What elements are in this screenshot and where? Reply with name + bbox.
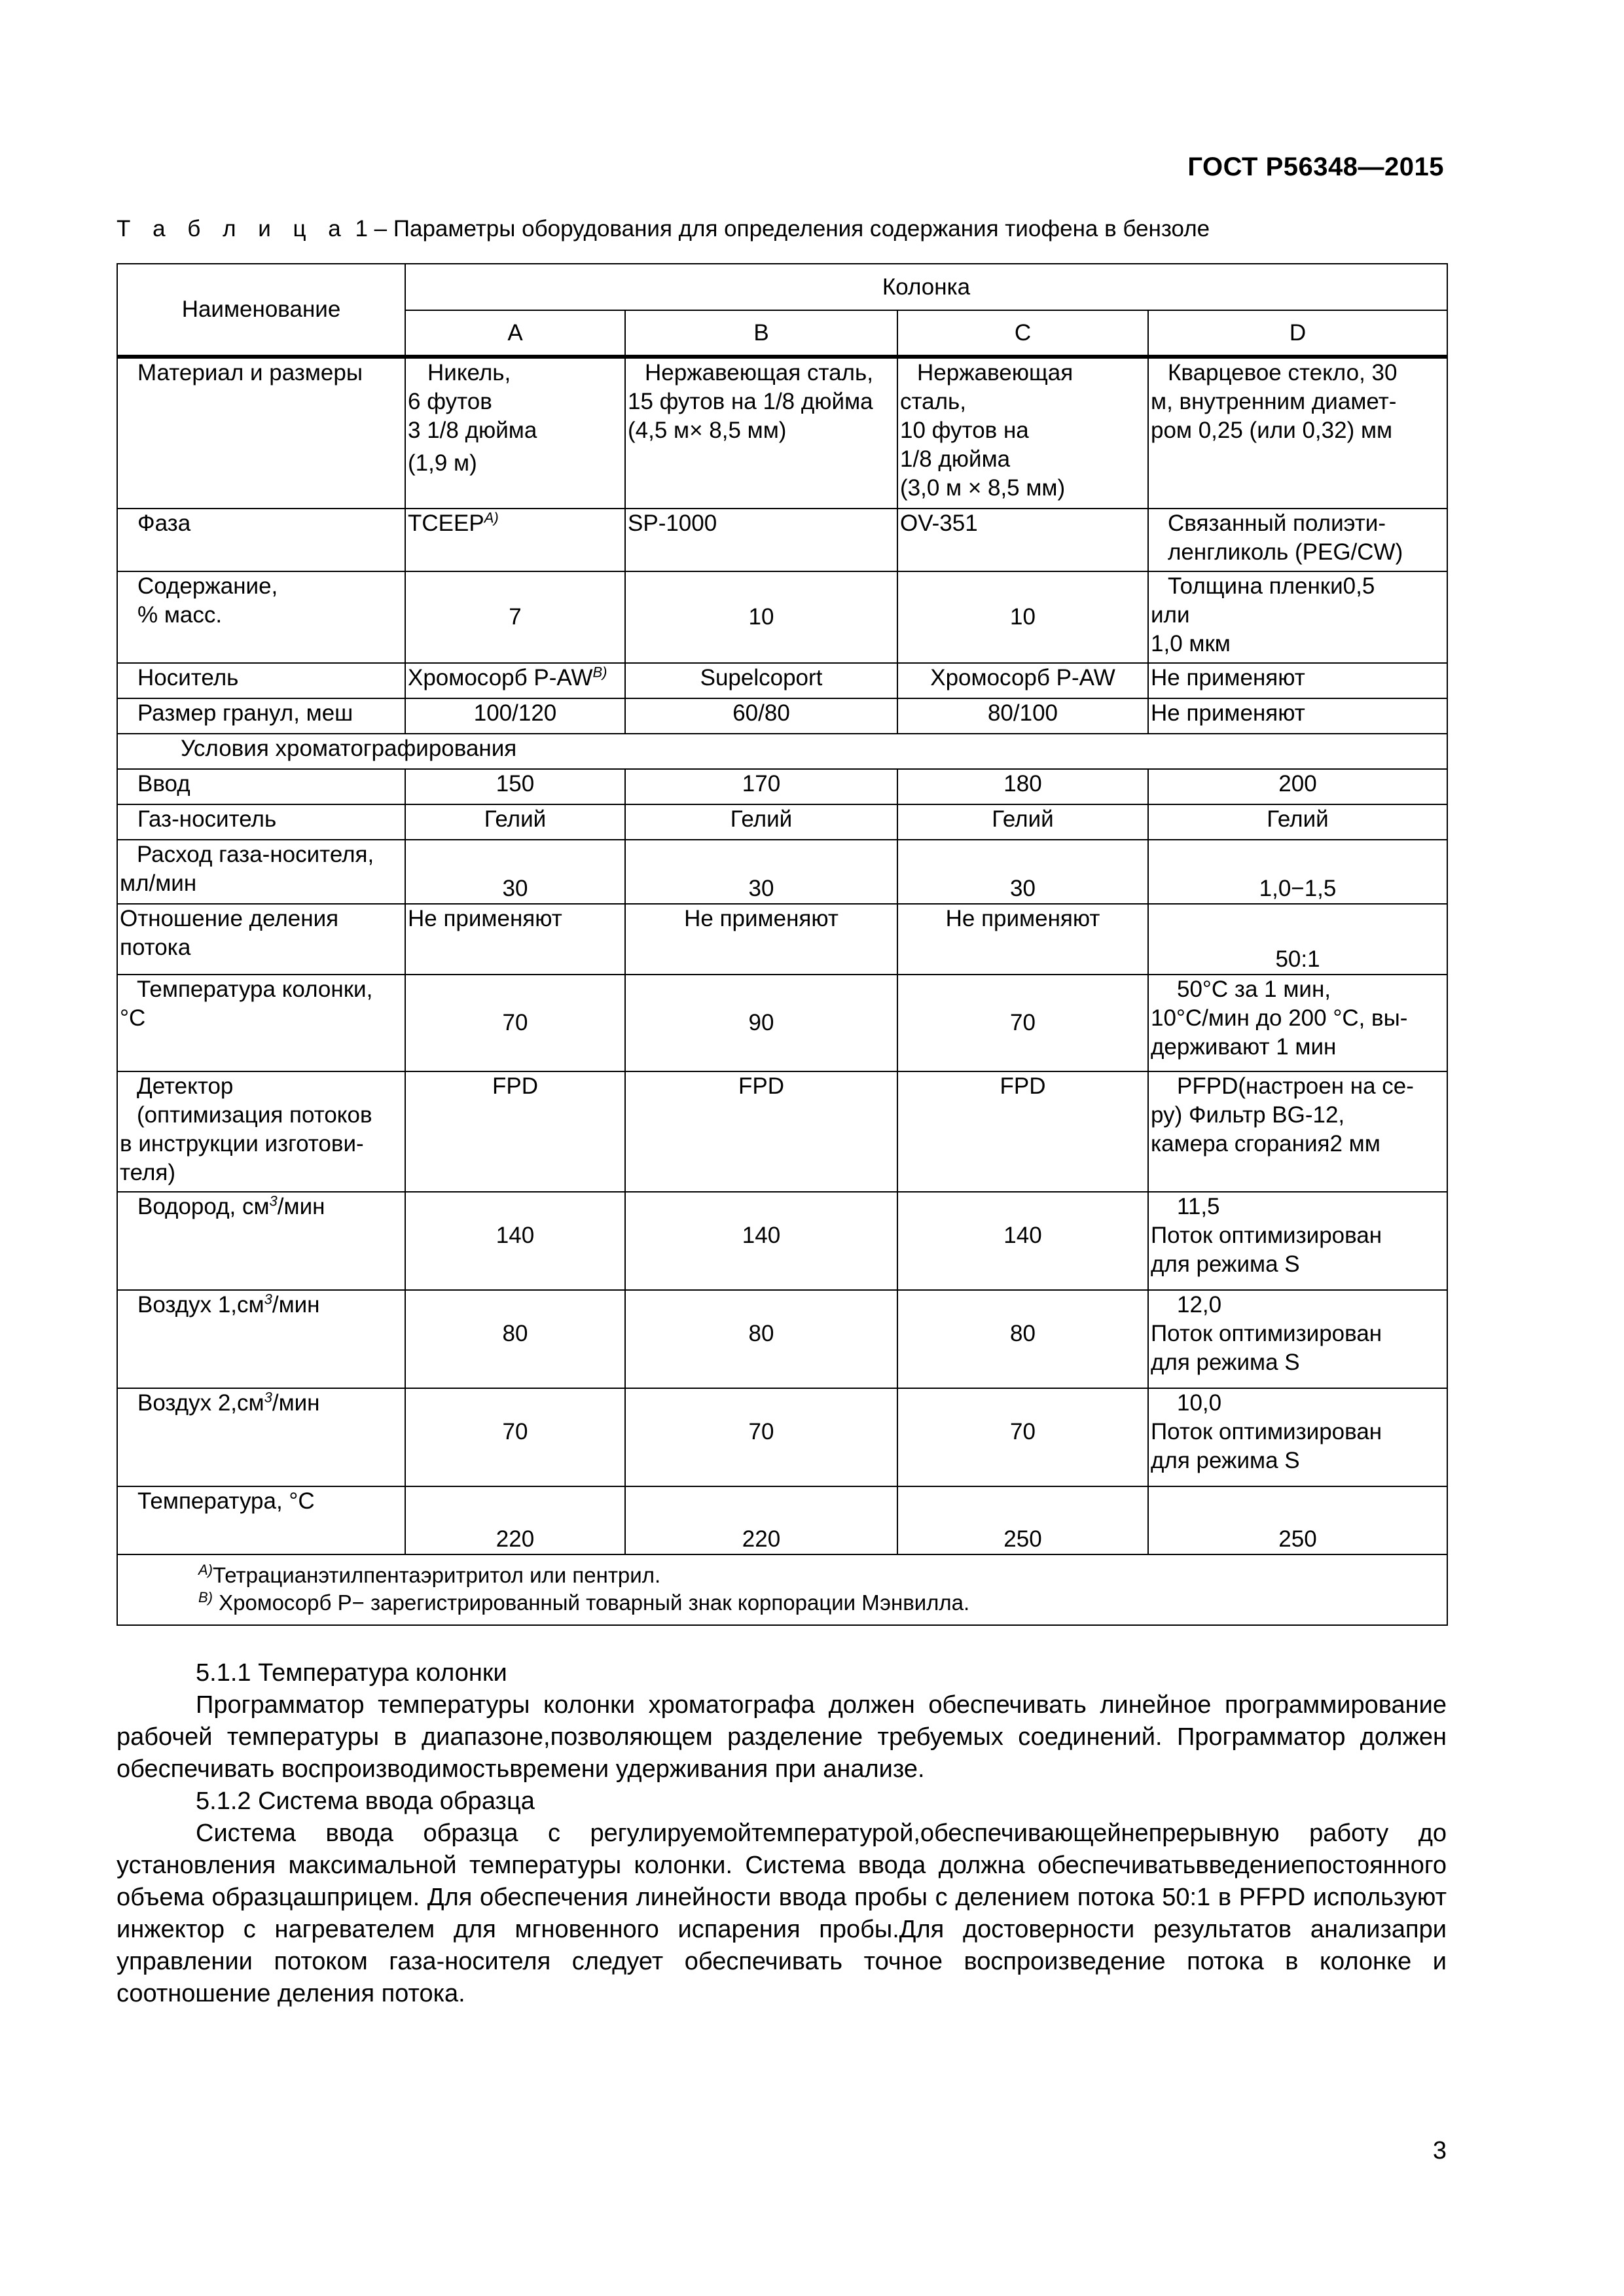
row-footnotes	[117, 1554, 1447, 1625]
cell-c: 10	[897, 571, 1148, 663]
table-header-row	[117, 264, 1447, 310]
cell-b: Supelcoport	[625, 663, 897, 698]
cell-a: Не применяют	[405, 904, 625, 975]
parameters-table	[117, 263, 1448, 1626]
cell-c: Не применяют	[897, 904, 1148, 975]
cell-d: PFPD(настроен на се- ру) Фильтр BG-12, камера сгорания2 мм	[1148, 1071, 1447, 1192]
row-temperature	[117, 1486, 1447, 1554]
cell-a: 150	[405, 769, 625, 804]
row-label: Носитель	[117, 663, 405, 698]
section-paragraph-5-1-1: Программатор температуры колонки хроматографа должен обеспечивать линейное программирование рабочей температуры в диапазоне,позволяющем разделение требуемых соединений. Программатор должен обеспечивать воспроизводимостьвремени удерживания при анализе.	[117, 1691, 1447, 1783]
column-header-d: D	[1148, 310, 1447, 357]
row-carrier-flow	[117, 840, 1447, 904]
cell-a: 140	[405, 1192, 625, 1290]
cell-a: Хромосорб $Р-AW^{B)}$	[405, 663, 625, 698]
cell-d: 12,0 Поток оптимизирован для режима S	[1148, 1290, 1447, 1388]
column-header-c: C	[897, 310, 1148, 357]
column-group-header: Колонка	[405, 264, 1447, 310]
footnote-ref-b: B)	[592, 664, 607, 681]
conditions-title: Условия хроматографирования	[117, 734, 1447, 769]
row-phase	[117, 509, 1447, 571]
footnote-a: $^{A)}$Тетрацианэтилпентаэритритол или пентрил.	[198, 1562, 661, 1587]
cell-d: 1,0−1,5	[1148, 840, 1447, 904]
table-footnotes	[117, 1554, 1447, 1625]
cell-d: 200	[1148, 769, 1447, 804]
cell-b: 220	[625, 1486, 897, 1554]
row-hydrogen	[117, 1192, 1447, 1290]
row-label: Ввод	[117, 769, 405, 804]
row-carrier	[117, 663, 1447, 698]
cell-b: SP-1000	[625, 509, 897, 571]
row-grain-size	[117, 698, 1447, 734]
cell-a: 80	[405, 1290, 625, 1388]
page-number: 3	[1432, 2137, 1447, 2164]
cell-d: Не применяют	[1148, 663, 1447, 698]
cell-b: 90	[625, 975, 897, 1071]
cell-a: 100/120	[405, 698, 625, 734]
cell-b: Не применяют	[625, 904, 897, 975]
cell-b: 70	[625, 1388, 897, 1486]
row-detector	[117, 1071, 1447, 1192]
cell-c: Гелий	[897, 804, 1148, 840]
row-air-1	[117, 1290, 1447, 1388]
cell-c: 80/100	[897, 698, 1148, 734]
document-code: ГОСТ Р56348—2015	[1187, 152, 1444, 181]
cell-c: 140	[897, 1192, 1148, 1290]
row-label: Фаза	[117, 509, 405, 571]
cell-b: Нержавеющая сталь, 15 футов на 1/8 дюйма (4,5 м× 8,5 мм)	[625, 357, 897, 509]
row-label: Водород, $см^3$/мин	[117, 1192, 405, 1290]
row-label: Материал и размеры	[117, 357, 405, 509]
section-heading-5-1-1: 5.1.1 Температура колонки	[196, 1659, 507, 1687]
row-label: Содержание, % масс.	[117, 571, 405, 663]
cell-d: Толщина пленки0,5 или 1,0 мкм	[1148, 571, 1447, 663]
cell-c: Нержавеющая сталь, 10 футов на 1/8 дюйма (3,0 м × 8,5 мм)	[897, 357, 1148, 509]
cell-d: Не применяют	[1148, 698, 1447, 734]
row-content	[117, 571, 1447, 663]
cell-d: 50°С за 1 мин, 10°С/мин до 200 °С, вы- держивают 1 мин	[1148, 975, 1447, 1071]
cell-d: 10,0 Поток оптимизирован для режима S	[1148, 1388, 1447, 1486]
section-heading-5-1-2: 5.1.2 Система ввода образца	[196, 1787, 535, 1815]
row-split-ratio	[117, 904, 1447, 975]
row-label: Газ-носитель	[117, 804, 405, 840]
row-label: Расход газа-носителя, мл/мин	[117, 840, 405, 904]
cell-a: 220	[405, 1486, 625, 1554]
cell-b: FPD	[625, 1071, 897, 1192]
cell-c: FPD	[897, 1071, 1148, 1192]
cell-a: Никель, 6 футов 3 1/8 дюйма (1,9 м)	[405, 357, 625, 509]
table-caption-text: 1 – Параметры оборудования для определения содержания тиофена в бензоле	[348, 216, 1210, 242]
row-label: Воздух $1,см^3$/мин	[117, 1290, 405, 1388]
row-column-temperature	[117, 975, 1447, 1071]
table-caption	[117, 216, 1210, 242]
cell-d: Кварцевое стекло, 30 м, внутренним диамет- ром 0,25 (или 0,32) мм	[1148, 357, 1447, 509]
cell-b: 80	[625, 1290, 897, 1388]
row-conditions-title	[117, 734, 1447, 769]
cell-b: 140	[625, 1192, 897, 1290]
cell-a: $ТСЕЕР^{A)}$	[405, 509, 625, 571]
column-header-b: B	[625, 310, 897, 357]
cell-b: Гелий	[625, 804, 897, 840]
cell-a: 30	[405, 840, 625, 904]
cell-c: 250	[897, 1486, 1148, 1554]
column-header-a: A	[405, 310, 625, 357]
row-label: Температура колонки, °С	[117, 975, 405, 1071]
cell-a: 70	[405, 1388, 625, 1486]
section-body	[117, 1657, 1447, 2010]
row-label: Воздух $2,см^3$/мин	[117, 1388, 405, 1486]
cell-c: 80	[897, 1290, 1148, 1388]
cell-a: FPD	[405, 1071, 625, 1192]
cell-c: 180	[897, 769, 1148, 804]
cell-c: Хромосорб Р-AW	[897, 663, 1148, 698]
row-air-2	[117, 1388, 1447, 1486]
cell-d: 50:1	[1148, 904, 1447, 975]
row-inlet	[117, 769, 1447, 804]
row-label: Отношение деления потока	[117, 904, 405, 975]
cell-d: 250	[1148, 1486, 1447, 1554]
name-header: Наименование	[117, 264, 405, 357]
row-label: Температура, °С	[117, 1486, 405, 1554]
footnote-ref-a: A)	[484, 509, 499, 526]
cell-d: Гелий	[1148, 804, 1447, 840]
cell-c: OV-351	[897, 509, 1148, 571]
cell-b: 30	[625, 840, 897, 904]
footnote-b: $^{B)}$ Хромосорб Р− зарегистрированный товарный знак корпорации Мэнвилла.	[198, 1589, 970, 1615]
cell-b: 60/80	[625, 698, 897, 734]
cell-b: 170	[625, 769, 897, 804]
row-label: Детектор (оптимизация потоков в инструкции изготови- теля)	[117, 1071, 405, 1192]
section-paragraph-5-1-2: Система ввода образца с регулируемойтемпературой,обеспечивающейнепрерывную работу до установления максимальной температуры колонки. Система ввода должна обеспечиватьвведениепостоянного объема образцашприцем. Для обеспечения линейности ввода пробы с делением потока 50:1 в PFPD используют инжектор с нагревателем для мгновенного испарения пробы.Для достоверности результатов анализапри управлении потоком газа-носителя следует обеспечивать точное воспроизведение потока в колонке и соотношение деления потока.	[117, 1820, 1447, 2007]
cell-a: 70	[405, 975, 625, 1071]
row-label: Размер гранул, меш	[117, 698, 405, 734]
cell-c: 70	[897, 1388, 1148, 1486]
cell-a: 7	[405, 571, 625, 663]
cell-a: Гелий	[405, 804, 625, 840]
cell-b: 10	[625, 571, 897, 663]
table-caption-word: Т а б л и ц а	[117, 216, 349, 242]
row-carrier-gas	[117, 804, 1447, 840]
cell-d: Связанный полиэти- ленгликоль (PEG/CW)	[1148, 509, 1447, 571]
cell-c: 70	[897, 975, 1148, 1071]
row-material	[117, 357, 1447, 509]
cell-d: 11,5 Поток оптимизирован для режима S	[1148, 1192, 1447, 1290]
cell-c: 30	[897, 840, 1148, 904]
